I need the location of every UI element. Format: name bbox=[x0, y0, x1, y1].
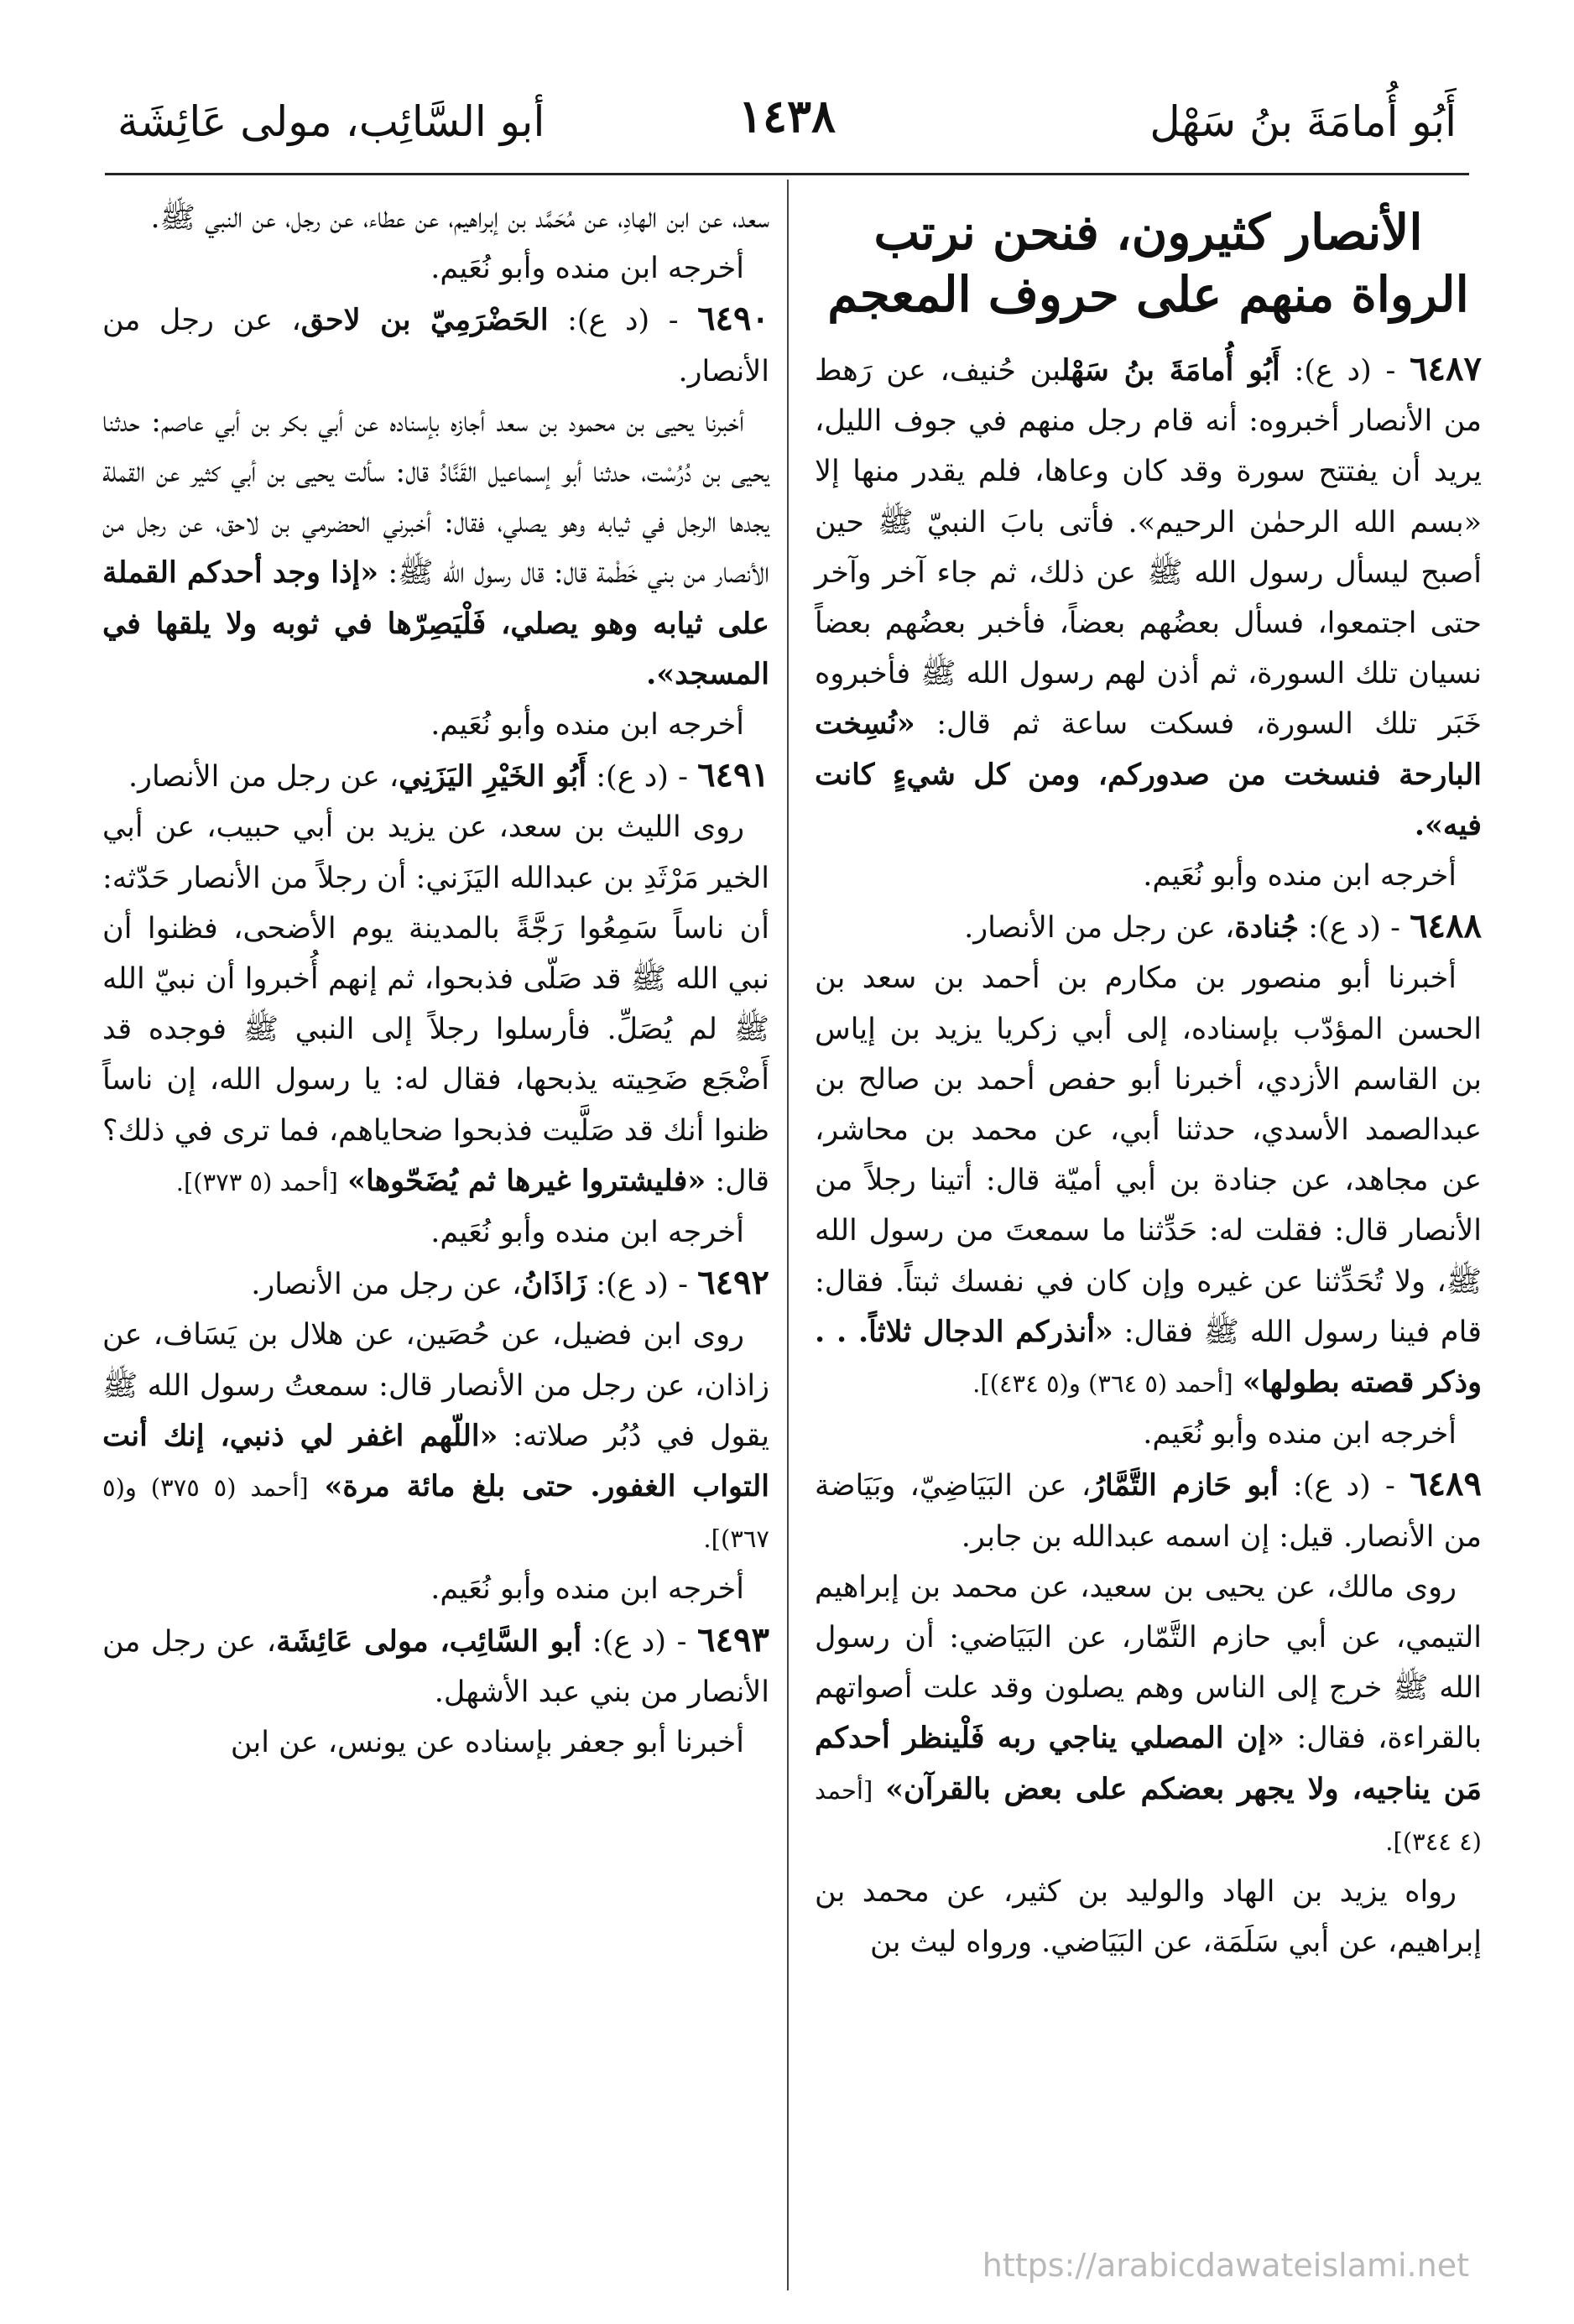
running-head-left: أبو السَّائِب، مولى عَائِشَة bbox=[117, 97, 545, 146]
entry-name: الحَضْرَمِيّ بن لاحق bbox=[300, 303, 549, 338]
reference: [أحمد (٤ ٣٤٤)]. bbox=[815, 1775, 1482, 1856]
entry-marker: - (د ع): bbox=[567, 304, 679, 338]
hadith-quote: «اللّهم اغفر لي ذنبي، إنك أنت التواب الغفور. حتى بلغ مائة مرة» bbox=[102, 1418, 769, 1504]
entry-text: روى ابن فضيل، عن حُصَين، عن هلال بن يَسَاف، عن زاذان، عن رجل من الأنصار قال: سمعتُ رسول الله ﷺ يقول في دُبُر صلاته: bbox=[102, 1318, 769, 1453]
entry-6492 bbox=[102, 1258, 769, 1310]
entry-after-name: ، عن رجل من الأنصار. bbox=[128, 760, 399, 795]
entry-body bbox=[102, 397, 769, 700]
entry-6491 bbox=[102, 750, 769, 802]
entry-after-name: ، عن رجل من الأنصار. bbox=[102, 304, 769, 388]
entry-text: أخبرنا أبو جعفر بإسناده عن يونس، عن ابن bbox=[230, 1726, 744, 1760]
entry-text-continued: رواه يزيد بن الهاد والوليد بن كثير، عن محمد بن إبراهيم، عن أبي سَلَمَة، عن البَيَاضي. ورواه ليث بن bbox=[815, 1875, 1482, 1960]
continued-text: سعد، عن ابن الهادِ، عن مُحَمَّد بن إبراهيم، عن عطاء، عن رجل، عن النبي ﷺ. bbox=[150, 201, 769, 235]
entry-6487 bbox=[815, 344, 1482, 851]
page-number: ١٤٣٨ bbox=[737, 89, 837, 143]
entry-marker: - (د ع): bbox=[1293, 1469, 1395, 1503]
entry-number: ٦٤٩١ bbox=[697, 755, 769, 795]
entry-after-name: ، عن رجل من الأنصار من بني عبد الأشهل. bbox=[102, 1624, 769, 1709]
entry-source: أخرجه ابن منده وأبو نُعَيم. bbox=[430, 1216, 744, 1250]
entry-after-name: ، عن البَيَاضِيّ، وبَيَاضة من الأنصار. قيل: إن اسمه عبدالله بن جابر. bbox=[815, 1469, 1482, 1554]
entry-number: ٦٤٨٩ bbox=[1410, 1464, 1482, 1504]
entry-body bbox=[815, 953, 1482, 1409]
entry-text: أخبرنا أبو منصور بن مكارم بن أحمد بن سعد بن الحسن المؤدّب بإسناده، إلى أبي زكريا يزيد بن إياس بن القاسم الأزدي، أخبرنا أبو حفص أحمد بن صالح بن عبدالصمد الأسدي، حدثنا أبي، عن محمد بن محاشر، عن مجاهد، عن جنادة بن أبي أميّة قال: أتينا رجلاً من الأنصار قال: فقلت له: حَدِّثنا ما سمعتَ من رسول الله ﷺ، ولا تُحَدِّثنا عن غيره وإن كان في نفسك ثبتاً. فقال: قام فينا رسول الله ﷺ فقال: bbox=[815, 961, 1482, 1349]
watermark-url: https://arabicdawateislami.net bbox=[982, 2247, 1469, 2284]
entry-6488 bbox=[815, 901, 1482, 953]
reference: [أحمد (٥ ٣٧٥) و(٥ ٣٦٧)]. bbox=[102, 1473, 769, 1554]
entry-body bbox=[102, 1310, 769, 1564]
right-column bbox=[815, 193, 1482, 1968]
reference: [أحمد (٥ ٣٦٤) و(٥ ٤٣٤)]. bbox=[972, 1369, 1233, 1399]
entry-body bbox=[815, 1562, 1482, 1867]
entry-6493 bbox=[102, 1615, 769, 1717]
hadith-quote: «أنذركم الدجال ثلاثاً. . . وذكر قصته بطولها» bbox=[815, 1314, 1482, 1400]
hadith-quote: «نُسِخت البارحة فنسخت من صدوركم، ومن كل شيءٍ كانت فيه». bbox=[815, 706, 1482, 842]
entry-name: أبو السَّائِب، مولى عَائِشَة bbox=[276, 1623, 582, 1659]
hadith-quote: «فليشتروا غيرها ثم يُضَحّوها» bbox=[347, 1163, 706, 1198]
hadith-quote: «إن المصلي يناجي ربه فَلْينظر أحدكم مَن يناجيه، ولا يجهر بعضكم على بعض بالقرآن» bbox=[815, 1721, 1482, 1806]
hadith-quote: «إذا وجد أحدكم القملة على ثيابه وهو يصلي، فَلْيَصِرّها في ثوبه ولا يلقها في المسجد». bbox=[102, 555, 769, 691]
entry-number: ٦٤٩٢ bbox=[697, 1263, 769, 1303]
entry-name: جُنادة bbox=[1234, 910, 1300, 946]
reference: [أحمد (٥ ٣٧٣)]. bbox=[175, 1167, 338, 1196]
entry-marker: - (د ع): bbox=[596, 1268, 688, 1302]
entry-text: أخبرنا يحيى بن محمود بن سعد أجازه بإسناده عن أبي بكر بن أبي عاصم: حدثنا يحيى بن دُرُسْت، حدثنا أبو إسماعيل القَنَّادُ قال: سألت يحيى بن أبي كثير عن القملة يجدها الرجل في ثيابه وهو يصلي، فقال: أخبرني الحضرمي بن لاحق، عن رجل من الأنصار من بني خَطْمة قال: قال رسول الله ﷺ: bbox=[102, 404, 769, 591]
entry-text: بن حُنيف، عن رَهط من الأنصار أخبروه: أنه قام رجل منهم في جوف الليل، يريد أن يفتتح سورة وقد كان وعاها، فلم يقدر منها إلا «بسم الله الرحمٰن الرحيم». فأتى بابَ النبيّ ﷺ حين أصبح ليسأل رسول الله ﷺ عن ذلك، ثم جاء آخر وآخر حتى اجتمعوا، فسأل بعضُهم بعضاً، فأخبر بعضُهم بعضاً نسيان تلك السورة، ثم أذن لهم رسول الله ﷺ فأخبروه خَبَر تلك السورة، فسكت ساعة ثم قال: bbox=[815, 354, 1482, 742]
entry-name: أبو حَازم التَّمَّارُ bbox=[1091, 1468, 1279, 1503]
entry-text: روى الليث بن سعد، عن يزيد بن أبي حبيب، عن أبي الخير مَرْثَدِ بن عبدالله اليَزَني: أن رجلاً من الأنصار حَدّثه: أن ناساً سَمِعُوا رَجَّةً بالمدينة يوم الأضحى، فظنوا أن نبي الله ﷺ قد صَلّى فذبحوا، ثم إنهم أُخبروا أن نبيّ الله ﷺ لم يُصَلِّ. فأرسلوا رجلاً إلى النبي ﷺ فوجده قد أَضْجَع ضَحِيته يذبحها، فقال له: يا رسول الله، إن ناساً ظنوا أنك قد صَلَّيت فذبحوا ضحاياهم، فما ترى في ذلك؟ قال: bbox=[102, 810, 769, 1198]
column-divider bbox=[787, 180, 789, 2290]
entry-body bbox=[102, 802, 769, 1207]
entry-6489 bbox=[815, 1459, 1482, 1561]
running-head-right: أَبُو أُمامَةَ بنُ سَهْل bbox=[1149, 97, 1457, 146]
entry-name: أَبُو الخَيْرِ اليَزَنِي bbox=[399, 759, 587, 795]
entry-text: روى مالك، عن يحيى بن سعيد، عن محمد بن إبراهيم التيمي، عن أبي حازم التَّمّار، عن البَيَاضي: أن رسول الله ﷺ خرج إلى الناس وهم يصلون وقد علت أصواتهم بالقراءة، فقال: bbox=[815, 1570, 1482, 1756]
entry-source: أخرجه ابن منده وأبو نُعَيم. bbox=[1143, 1417, 1457, 1451]
entry-source: أخرجه ابن منده وأبو نُعَيم. bbox=[430, 708, 744, 743]
page-header bbox=[117, 81, 1457, 156]
entry-marker: - (د ع): bbox=[1308, 911, 1400, 946]
entry-source: أخرجه ابن منده وأبو نُعَيم. bbox=[430, 1572, 744, 1607]
entry-number: ٦٤٨٨ bbox=[1410, 906, 1482, 946]
entry-marker: - (د ع): bbox=[592, 1624, 687, 1659]
entry-after-name: ، عن رجل من الأنصار. bbox=[251, 1268, 522, 1302]
entry-number: ٦٤٨٧ bbox=[1410, 349, 1482, 388]
entry-after-name: ، عن رجل من الأنصار. bbox=[964, 911, 1235, 946]
entry-source: أخرجه ابن منده وأبو نُعَيم. bbox=[430, 252, 744, 286]
entry-number: ٦٤٩٣ bbox=[697, 1619, 769, 1660]
entry-source: أخرجه ابن منده وأبو نُعَيم. bbox=[1143, 859, 1457, 894]
left-column bbox=[102, 193, 769, 1768]
entry-marker: - (د ع): bbox=[596, 760, 688, 795]
entry-name: أَبُو أُمامَةَ بنُ سَهْل bbox=[1061, 353, 1280, 388]
entry-name: زَاذَانُ bbox=[521, 1267, 587, 1302]
header-rule bbox=[105, 173, 1469, 175]
section-title: الأنصار كثيرون، فنحن نرتب الرواة منهم على حروف المعجم bbox=[827, 204, 1469, 323]
entry-marker: - (د ع): bbox=[1294, 354, 1396, 388]
entry-6490 bbox=[102, 294, 769, 396]
entry-number: ٦٤٩٠ bbox=[697, 299, 769, 339]
